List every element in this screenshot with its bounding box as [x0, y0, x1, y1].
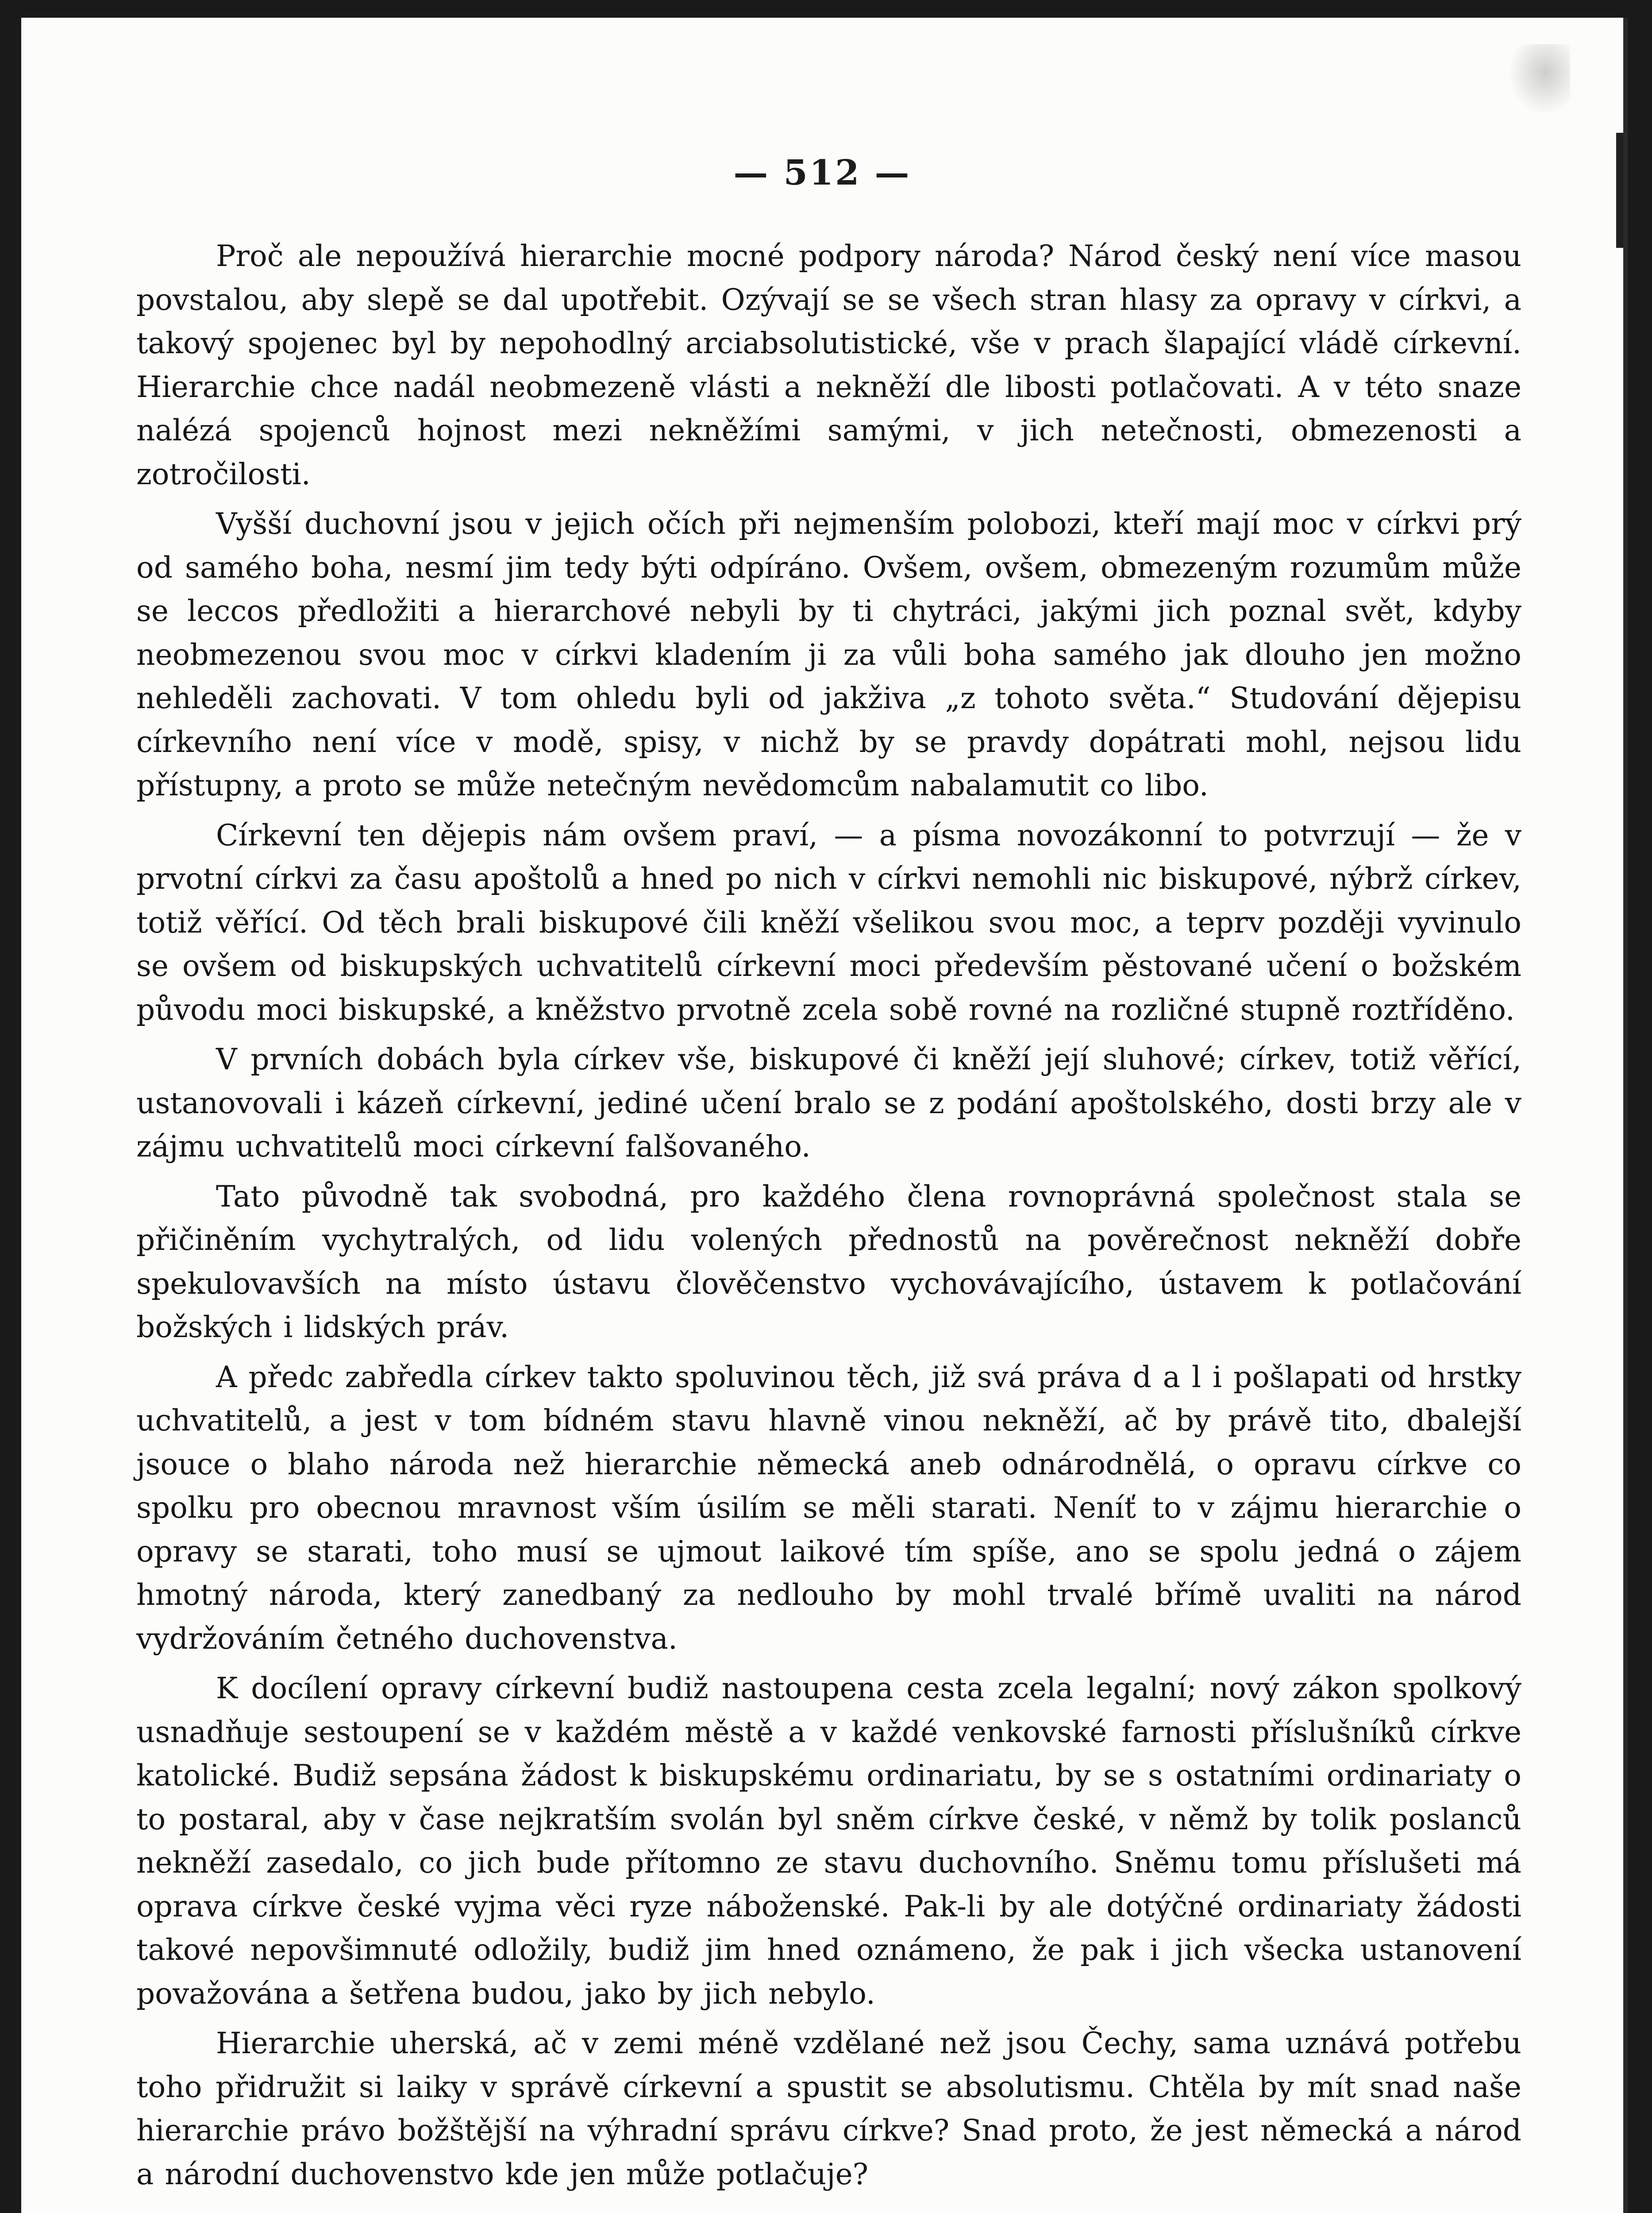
paragraph: Tato původně tak svobodná, pro každého člena rovnoprávná společnost stala se přičiněním vychytralých, od lidu volených přednostů na pověrečnost nekněží dobře spekulovavších na místo ústavu člověčenstvo vychovávajícího, ústavem k potlačování božských i lidských práv.: [136, 1179, 1521, 1344]
scanned-page: [21, 18, 1628, 2213]
paragraph: Hierarchie uherská, ač v zemi méně vzdělané než jsou Čechy, sama uznává potřebu toho přidružit si laiky v správě církevní a spustit se absolutismu. Chtěla by mít snad naše hierarchie právo božštější na výhradní správu církve? Snad proto, že jest německá a národ a národní duchovenstvo kde jen může potlačuje?: [136, 2026, 1521, 2191]
paragraph: Církevní ten dějepis nám ovšem praví, — a písma novozákonní to potvrzují — že v prvotní církvi za času apoštolů a hned po nich v církvi nemohli nic biskupové, nýbrž církev, totiž věřící. Od těch brali biskupové čili kněží všelikou svou moc, a teprv později vyvinulo se ovšem od biskupských uchvatitelů církevní moci především pěstované učení o božském původu moci biskupské, a kněžstvo prvotně zcela sobě rovné na rozličné stupně roztříděno.: [136, 818, 1521, 1027]
scan-blemish: [1508, 44, 1570, 115]
paragraph: V prvních dobách byla církev vše, biskupové či kněží její sluhové; církev, totiž věřící, ustanovovali i kázeň církevní, jediné učení bralo se z podání apoštolského, dosti brzy ale v zájmu uchvatitelů moci církevní falšovaného.: [136, 1042, 1521, 1164]
paragraph: A předc zabředla církev takto spoluvinou těch, již svá práva d a l i pošlapati od hrstky uchvatitelů, a jest v tom bídném stavu hlavně vinou nekněží, ač by právě tito, dbalejší jsouce o blaho národa než hierarchie německá aneb odnárodnělá, o opravu církve co spolku pro obecnou mravnost vším úsilím se měli starati. Neníť to v zájmu hierarchie o opravy se starati, toho musí se ujmout laikové tím spíše, ano se spolu jedná o zájem hmotný národa, který zanedbaný za nedlouho by mohl trvalé břímě uvaliti na národ vydržováním četného duchovenstva.: [136, 1360, 1521, 1656]
body-text: [136, 235, 1521, 2202]
paragraph: Proč ale nepoužívá hierarchie mocné podpory národa? Národ český není více masou povstalou, aby slepě se dal upotřebit. Ozývají se se všech stran hlasy za opravy v církvi, a takový spojenec byl by nepohodlný arciabsolutistické, vše v prach šlapající vládě církevní. Hierarchie chce nadál neobmezeně vlásti a nekněží dle libosti potlačovati. A v této snaze nalézá spojenců hojnost mezi nekněžími samými, v jich netečnosti, obmezenosti a zotročilosti.: [136, 239, 1521, 491]
paragraph: K docílení opravy církevní budiž nastoupena cesta zcela legalní; nový zákon spolkový usnadňuje sestoupení se v každém městě a v každé venkovské farnosti příslušníků církve katolické. Budiž sepsána žádost k biskupskému ordinariatu, by se s ostatními ordinariaty o to postaral, aby v čase nejkratším svolán byl sněm církve české, v němž by tolik poslanců nekněží zasedalo, co jich bude přítomno ze stavu duchovního. Sněmu tomu příslušeti má oprava církve české vyjma věci ryze náboženské. Pak-li by ale dotýčné ordinariaty žádosti takové nepovšimnuté odložily, budiž jim hned oznámeno, že pak i jich všecka ustanovení považována a šetřena budou, jako by jich nebylo.: [136, 1671, 1521, 2011]
page-number: — 512 —: [733, 153, 911, 193]
paragraph: Vyšší duchovní jsou v jejich očích při nejmenším polobozi, kteří mají moc v církvi prý od samého boha, nesmí jim tedy býti odpíráno. Ovšem, ovšem, obmezeným rozumům může se leccos předložiti a hierarchové nebyli by ti chytráci, jakými jich poznal svět, kdyby neobmezenou svou moc v církvi kladením ji za vůli boha samého jak dlouho jen možno nehleděli zachovati. V tom ohledu byli od jakživa „z tohoto světa.“ Studování dějepisu církevního není více v modě, spisy, v nichž by se pravdy dopátrati mohl, nejsou lidu přístupny, a proto se může netečným nevědomcům nabalamutit co libo.: [136, 507, 1521, 802]
